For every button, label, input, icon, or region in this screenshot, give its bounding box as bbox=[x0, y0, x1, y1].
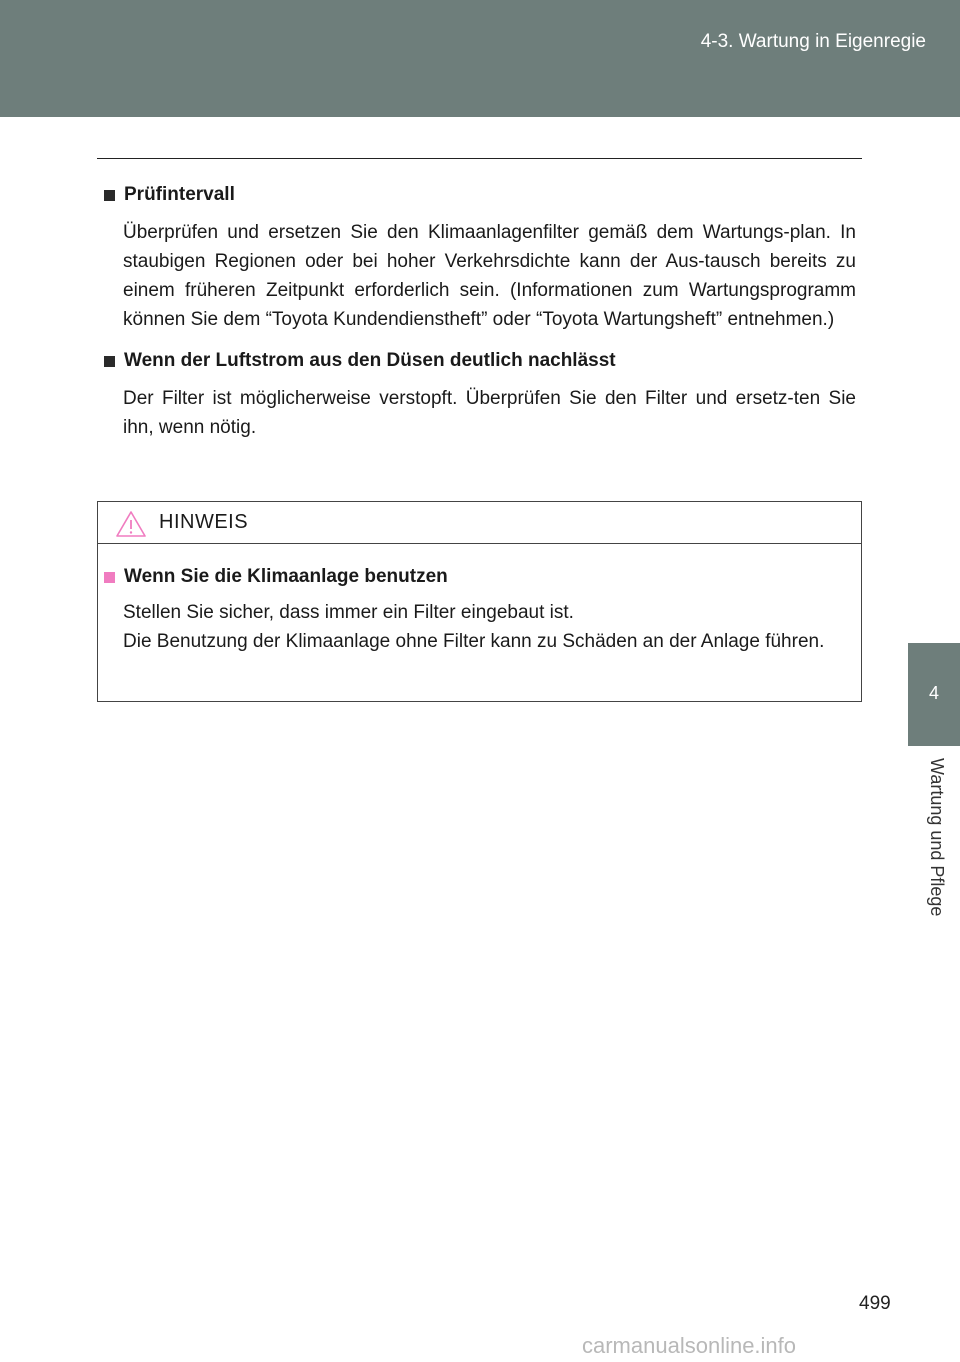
chapter-tab[interactable] bbox=[908, 643, 960, 746]
bullet-square-icon bbox=[104, 356, 115, 367]
section-paragraph: Überprüfen und ersetzen Sie den Klimaanlagenfilter gemäß dem Wartungs-plan. In staubigen Regionen oder bei hoher Verkehrsdichte kann der Aus-tausch bereits zu einem früheren Zeitpunkt erforderlich sein. (Informationen zum Wartungsprogramm können Sie dem “Toyota Kundendienstheft” oder “Toyota Wartungsheft” entnehmen.) bbox=[123, 222, 856, 330]
section-heading: Wenn der Luftstrom aus den Düsen deutlich nachlässt bbox=[124, 350, 616, 371]
warning-triangle-icon bbox=[115, 510, 147, 538]
notice-line-2: Die Benutzung der Klimaanlage ohne Filter kann zu Schäden an der Anlage führen. bbox=[123, 631, 825, 652]
notice-paragraph bbox=[123, 598, 856, 656]
section-paragraph: Der Filter ist möglicherweise verstopft. Überprüfen Sie den Filter und ersetz-ten Sie ihn, wenn nötig. bbox=[123, 388, 856, 438]
section-check-interval bbox=[104, 182, 856, 334]
notice-header bbox=[98, 502, 861, 544]
section-title: 4-3. Wartung in Eigenregie bbox=[700, 31, 926, 52]
notice-title: HINWEIS bbox=[159, 511, 249, 533]
chapter-number: 4 bbox=[928, 683, 939, 703]
chapter-label: Wartung und Pflege bbox=[927, 758, 947, 917]
section-heading: Prüfintervall bbox=[124, 184, 235, 205]
notice-box bbox=[97, 501, 862, 702]
chapter-label-container bbox=[907, 758, 947, 948]
notice-heading: Wenn Sie die Klimaanlage benutzen bbox=[124, 566, 448, 587]
section-airflow bbox=[104, 348, 856, 442]
page-header bbox=[0, 0, 960, 117]
bullet-square-icon bbox=[104, 572, 115, 583]
notice-line-1: Stellen Sie sicher, dass immer ein Filter eingebaut ist. bbox=[123, 602, 574, 623]
page-number: 499 bbox=[859, 1293, 891, 1314]
notice-body bbox=[98, 544, 856, 656]
main-content bbox=[104, 182, 856, 456]
top-divider bbox=[97, 158, 862, 159]
bullet-square-icon bbox=[104, 190, 115, 201]
watermark: carmanualsonline.info bbox=[582, 1333, 797, 1358]
